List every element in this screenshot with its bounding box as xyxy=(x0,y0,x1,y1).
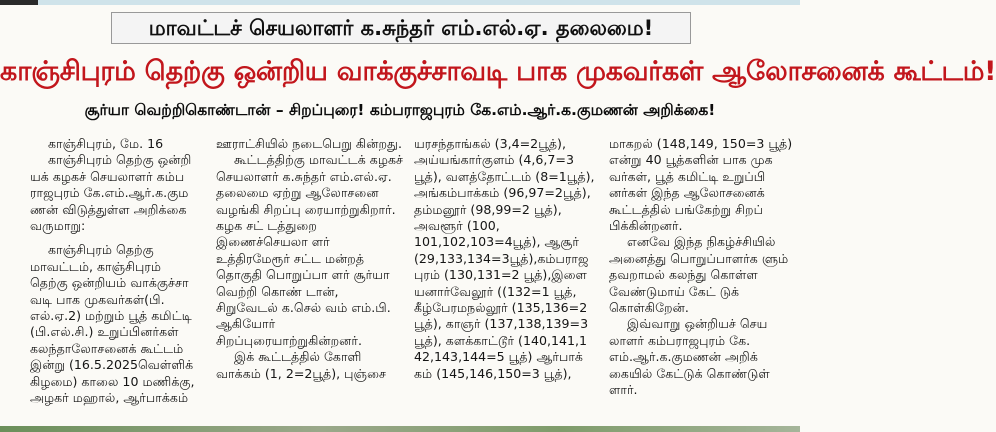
paragraph: கூட்டத்திற்கு மாவட்டக் கழகச் செயலாளர் க.சுந்தர் எம்.எல்.ஏ. தலைமை ஏற்று ஆலோசனை வழங்கி சிறப்பு ரையாற்றுகிறார். கழக சட் டத்துறை இணைச்செயலா ளர் உத்திரமேரூர் சட்ட மன்றத் தொகுதி பொறுப்பா ளர் சூர்யா வெற்றி கொண் டான், சிறுவேடல் க.செல் வம் எம்.பி. ஆகியோர் சிறப்புரையாற்றுகின்றனர். xyxy=(216,152,403,348)
top-image-fragment xyxy=(0,0,38,5)
top-image-strip xyxy=(0,0,800,5)
paragraph: இவ்வாறு ஒன்றியச் செய லாளர் கம்பராஜபுரம் கே. எம்.ஆர்.க.குமணன் அறிக் கையில் கேட்டுக் கொண்டுள் ளார். xyxy=(609,316,770,398)
article-column-4 xyxy=(609,136,799,426)
paragraph: காஞ்சிபுரம் தெற்கு மாவட்டம், காஞ்சிபுரம் தெற்கு ஒன்றியம் வாக்குச்சா வடி பாக முகவர்கள்(பி. எல்.ஏ.2) மற்றும் பூத் கமிட்டி (பி.எல்.சி.) உறுப்பினர்கள் கலந்தாலோசனைக் கூட்டம் இன்று (16.5.2025வெள்ளிக் கிழமை) காலை 10 மணிக்கு, அழகர் மஹால், ஆர்பாக்கம் xyxy=(30,242,195,406)
sub-headline: சூர்யா வெற்றிகொண்டான் – சிறப்புரை! கம்பராஜபுரம் கே.எம்.ஆர்.க.குமணன் அறிக்கை! xyxy=(84,101,716,119)
dateline: காஞ்சிபுரம், மே. 16 xyxy=(48,136,164,151)
main-headline: காஞ்சிபுரம் தெற்கு ஒன்றிய வாக்குச்சாவடி பாக முகவர்கள் ஆலோசனைக் கூட்டம்! xyxy=(0,56,996,87)
bottom-image-strip xyxy=(0,426,800,432)
paragraph: யரசந்தாங்கல் (3,4=2பூத்), அய்யங்கார்குளம் (4,6,7=3 பூத்), வளத்தோட்டம் (8=1பூத்), அங்கம்பாக்கம் (96,97=2பூத்), தம்மனூர் (98,99=2 பூத்), அவளூர் (100, 101,102,103=4பூத்), ஆசூர் (29,133,134=3பூத்),கம்பராஜ புரம் (130,131=2 பூத்),இளை யனார்வேலூர் ((132=1 பூத், கீழ்பேரமநல்லூர் (135,136=2 பூத்), காஞர் (137,138,139=3 பூத்), களக்காட்டூர் (140,141,1 42,143,144=5 பூத்) ஆர்பாக் கம் (145,146,150=3 பூத்), xyxy=(414,136,595,381)
paragraph: மாகறல் (148,149, 150=3 பூத்) என்று 40 பூத்களின் பாக முக வர்கள், பூத் கமிட்டி உறுப்பி னர்கள் இந்த ஆலோசனைக் கூட்டத்தில் பங்கேற்று சிறப் பிக்கின்றனர். xyxy=(609,136,793,234)
paragraph: காஞ்சிபுரம் தெற்கு ஒன்றி யக் கழகச் செயலாளர் கம்ப ராஜபுரம் கே.எம்.ஆர்.க.கும ணன் விடுத்துள்ள அறிக்கை வருமாறு: xyxy=(30,152,192,234)
paragraph: இக் கூட்டத்தில் கோளி வாக்கம் (1, 2=2பூத்), புஞ்சை xyxy=(216,349,386,381)
article-column-3 xyxy=(414,136,600,426)
article-column-1 xyxy=(30,136,197,426)
paragraph: எனவே இந்த நிகழ்ச்சியில் அனைத்து பொறுப்பாளர்க ளும் தவறாமல் கலந்து கொள்ள வேண்டுமாய் கேட் டுக் கொள்கிறேன். xyxy=(609,234,789,316)
paragraph: ஊராட்சியில் நடைபெறு கின்றது. xyxy=(216,136,402,151)
top-headline: மாவட்டச் செயலாளர் க.சுந்தர் எம்.எல்.ஏ. தலைமை! xyxy=(111,12,691,44)
article-column-2 xyxy=(216,136,404,426)
